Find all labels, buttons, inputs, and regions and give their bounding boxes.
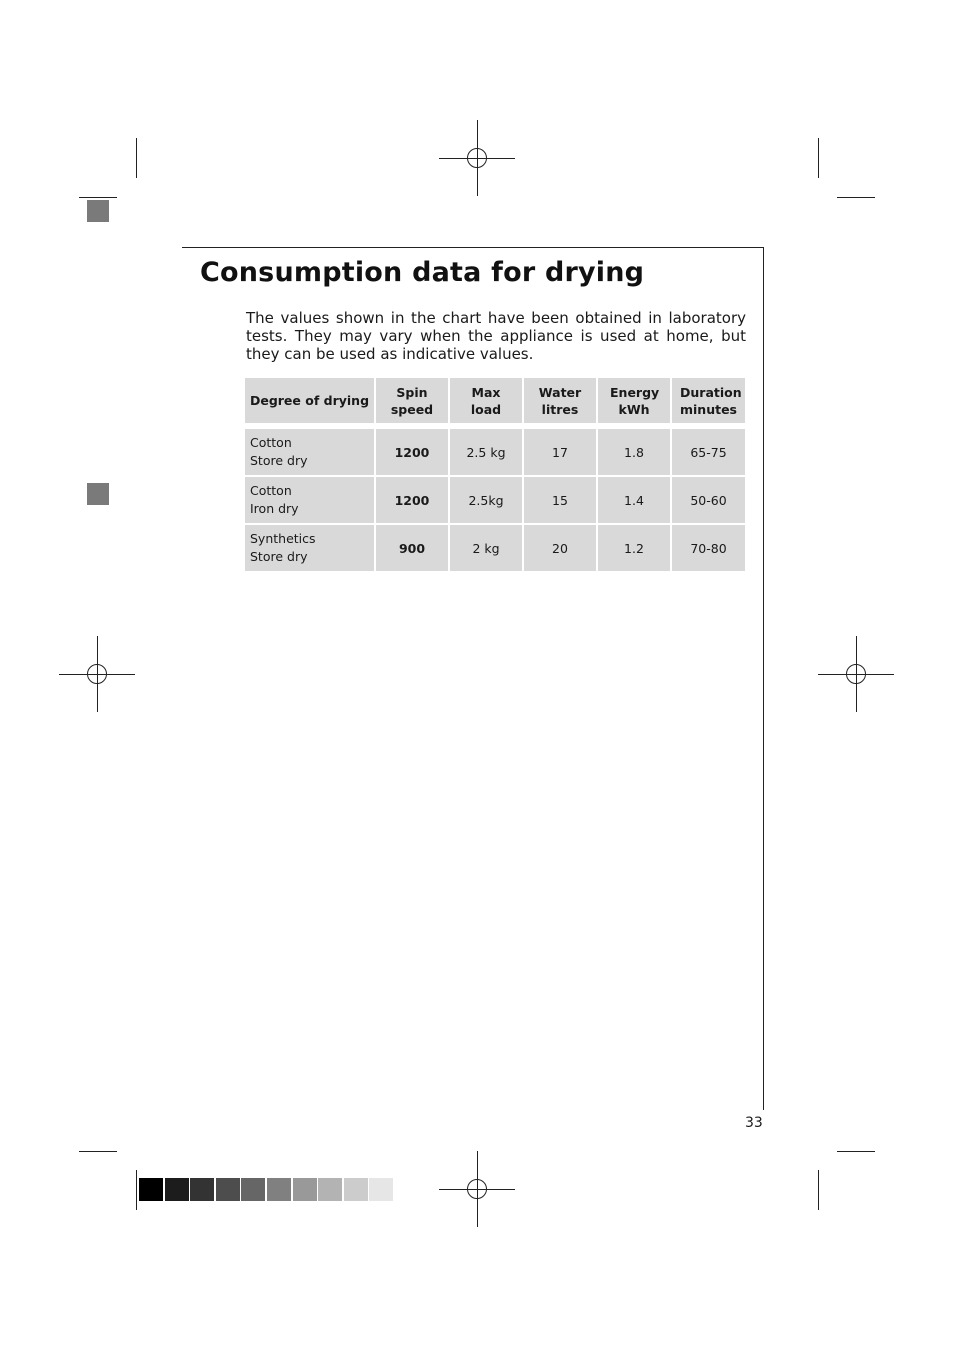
registration-mark-left xyxy=(59,636,135,712)
cell-dryness: Iron dry xyxy=(250,501,299,516)
cell-energy: 1.8 xyxy=(598,429,670,475)
cell-degree xyxy=(245,477,374,523)
crop-mark xyxy=(818,1170,819,1210)
cell-degree xyxy=(245,525,374,571)
header-max-load: Max load xyxy=(450,378,522,423)
cell-fabric: Cotton xyxy=(250,435,292,450)
header-spin-speed: Spin speed xyxy=(376,378,448,423)
header-duration: Duration minutes xyxy=(672,378,745,423)
strip-swatch xyxy=(139,1178,163,1201)
crop-mark xyxy=(79,1151,117,1152)
cell-spin: 1200 xyxy=(376,477,448,523)
header-energy: Energy kWh xyxy=(598,378,670,423)
cell-dryness: Store dry xyxy=(250,549,308,564)
crop-mark xyxy=(79,197,117,198)
intro-paragraph: The values shown in the chart have been obtained in laboratory tests. They may vary when the appliance is used at home, but they can be used as indicative values. xyxy=(246,309,746,363)
cell-load: 2 kg xyxy=(450,525,522,571)
table-row xyxy=(245,525,745,571)
frame-right-rule xyxy=(763,247,764,1110)
cell-load: 2.5 kg xyxy=(450,429,522,475)
table-spacer xyxy=(245,425,745,427)
header-degree-of-drying: Degree of drying xyxy=(245,378,374,423)
cell-water: 20 xyxy=(524,525,596,571)
strip-swatch xyxy=(293,1178,317,1201)
cell-fabric: Cotton xyxy=(250,483,292,498)
cell-duration: 50-60 xyxy=(672,477,745,523)
table-row xyxy=(245,477,745,523)
crop-mark xyxy=(136,138,137,178)
cell-energy: 1.2 xyxy=(598,525,670,571)
table-header-row xyxy=(245,378,745,423)
registration-mark-bottom xyxy=(439,1151,515,1227)
strip-swatch xyxy=(344,1178,368,1201)
cell-water: 17 xyxy=(524,429,596,475)
cell-spin: 1200 xyxy=(376,429,448,475)
cell-load: 2.5kg xyxy=(450,477,522,523)
strip-swatch xyxy=(369,1178,393,1201)
section-marker xyxy=(87,200,109,222)
header-water: Water litres xyxy=(524,378,596,423)
page-title: Consumption data for drying xyxy=(200,257,645,288)
crop-mark xyxy=(818,138,819,178)
frame-top-rule xyxy=(182,247,764,248)
strip-swatch xyxy=(267,1178,291,1201)
cell-water: 15 xyxy=(524,477,596,523)
page-number: 33 xyxy=(745,1115,763,1131)
strip-swatch xyxy=(318,1178,342,1201)
cell-duration: 65-75 xyxy=(672,429,745,475)
crop-mark xyxy=(837,197,875,198)
table-row xyxy=(245,429,745,475)
crop-mark xyxy=(837,1151,875,1152)
section-marker xyxy=(87,483,109,505)
cell-duration: 70-80 xyxy=(672,525,745,571)
crop-mark xyxy=(136,1170,137,1210)
strip-swatch xyxy=(190,1178,214,1201)
strip-swatch xyxy=(241,1178,265,1201)
cell-fabric: Synthetics xyxy=(250,531,316,546)
cell-energy: 1.4 xyxy=(598,477,670,523)
cell-spin: 900 xyxy=(376,525,448,571)
cell-degree xyxy=(245,429,374,475)
strip-swatch xyxy=(165,1178,189,1201)
strip-swatch xyxy=(216,1178,240,1201)
consumption-table xyxy=(243,376,747,573)
registration-mark-top xyxy=(439,120,515,196)
cell-dryness: Store dry xyxy=(250,453,308,468)
registration-mark-right xyxy=(818,636,894,712)
